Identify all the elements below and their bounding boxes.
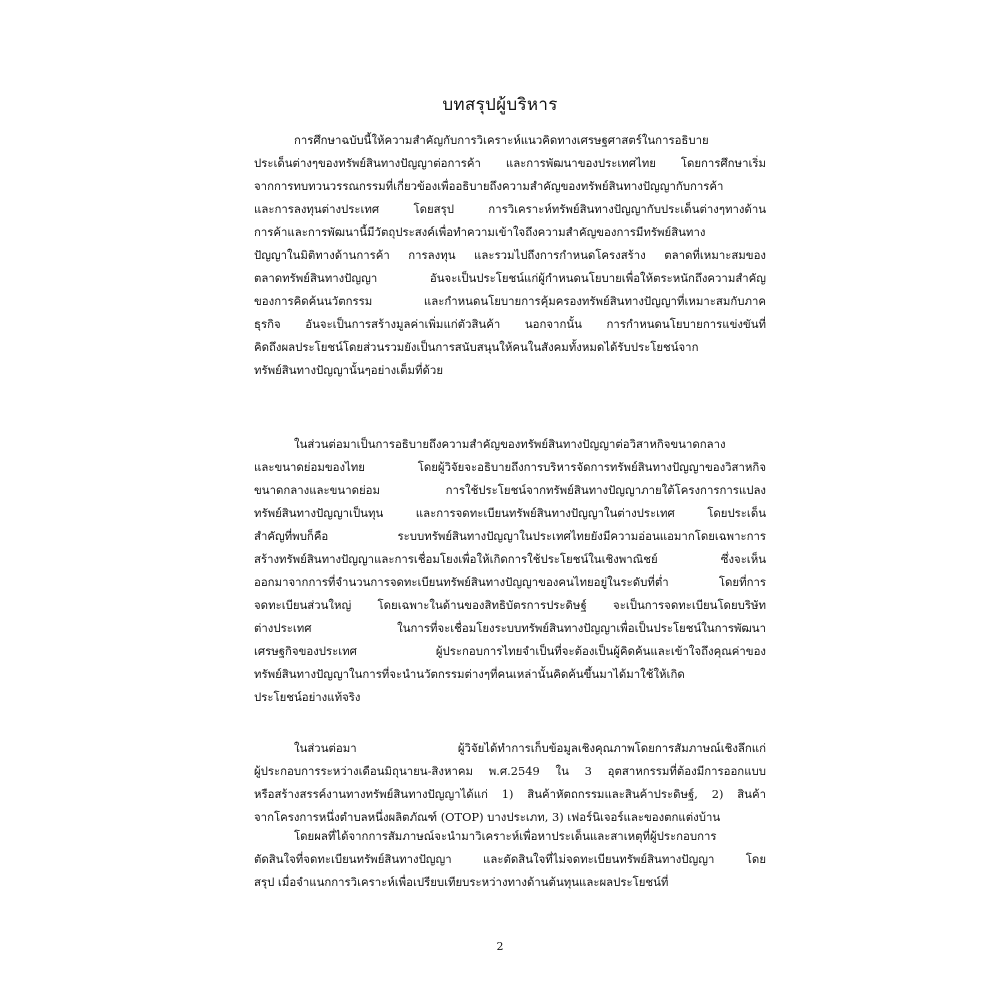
text-line: ผู้ประกอบการระหว่างเดือนมิถุนายน-สิงหาคม พ.ศ.2549 ใน 3 อุตสาหกรรมที่ต้องมีการออกแบบ	[254, 764, 766, 778]
text-line: ในส่วนต่อมาเป็นการอธิบายถึงความสำคัญของทรัพย์สินทางปัญญาต่อวิสาหกิจขนาดกลาง	[294, 437, 726, 451]
text-line: ทรัพย์สินทางปัญญานั้นๆอย่างเต็มที่ด้วย	[254, 363, 443, 377]
paragraph-1	[254, 129, 766, 382]
text-line: ตลาดทรัพย์สินทางปัญญา อันจะเป็นประโยชน์แก่ผู้กำหนดนโยบายเพื่อให้ตระหนักถึงความสำคัญ	[254, 271, 766, 285]
text-line: และการลงทุนต่างประเทศ โดยสรุป การวิเคราะห์ทรัพย์สินทางปัญญากับประเด็นต่างๆทางด้าน	[254, 202, 766, 216]
text-line: การค้าและการพัฒนานี้มีวัตถุประสงค์เพื่อทำความเข้าใจถึงความสำคัญของการมีทรัพย์สินทาง	[254, 225, 706, 239]
text-line: สำคัญที่พบก็คือ ระบบทรัพย์สินทางปัญญาในประเทศไทยยังมีความอ่อนแอมากโดยเฉพาะการ	[254, 529, 766, 543]
text-line: ขนาดกลางและขนาดย่อม การใช้ประโยชน์จากทรัพย์สินทางปัญญาภายใต้โครงการการแปลง	[254, 483, 766, 497]
text-line: จดทะเบียนส่วนใหญ่ โดยเฉพาะในด้านของสิทธิบัตรการประดิษฐ์ จะเป็นการจดทะเบียนโดยบริษัท	[254, 598, 766, 612]
text-line: ออกมาจากการที่จำนวนการจดทะเบียนทรัพย์สินทางปัญญาของคนไทยอยู่ในระดับที่ต่ำ โดยที่การ	[254, 575, 766, 589]
text-line: ตัดสินใจที่จดทะเบียนทรัพย์สินทางปัญญา และตัดสินใจที่ไม่จดทะเบียนทรัพย์สินทางปัญญา โดย	[254, 852, 766, 866]
text-line: จากการทบทวนวรรณกรรมที่เกี่ยวข้องเพื่ออธิบายถึงความสำคัญของทรัพย์สินทางปัญญากับการค้า	[254, 179, 724, 193]
text-line: สรุป เมื่อจำแนกการวิเคราะห์เพื่อเปรียบเทียบระหว่างทางด้านต้นทุนและผลประโยชน์ที่	[254, 875, 669, 889]
paragraph-2	[254, 433, 766, 709]
text-line: โดยผลที่ได้จากการสัมภาษณ์จะนำมาวิเคราะห์เพื่อหาประเด็นและสาเหตุที่ผู้ประกอบการ	[294, 829, 717, 843]
text-line: ต่างประเทศ ในการที่จะเชื่อมโยงระบบทรัพย์สินทางปัญญาเพื่อเป็นประโยชน์ในการพัฒนา	[254, 621, 766, 635]
text-line: ปัญญาในมิติทางด้านการค้า การลงทุน และรวมไปถึงการกำหนดโครงสร้าง ตลาดที่เหมาะสมของ	[254, 248, 766, 262]
text-line: ทรัพย์สินทางปัญญาในการที่จะนำนวัตกรรมต่างๆที่คนเหล่านั้นคิดค้นขึ้นมาได้มาใช้ให้เกิด	[254, 667, 685, 681]
paragraph-4	[254, 825, 766, 894]
text-line: เศรษฐกิจของประเทศ ผู้ประกอบการไทยจำเป็นที่จะต้องเป็นผู้คิดค้นและเข้าใจถึงคุณค่าของ	[254, 644, 766, 658]
text-line: ประโยชน์อย่างแท้จริง	[254, 690, 361, 704]
text-line: หรือสร้างสรรค์งานทางทรัพย์สินทางปัญญาได้แก่ 1) สินค้าหัตถกรรมและสินค้าประดิษฐ์, 2) สินค้า	[254, 787, 766, 801]
text-line: ในส่วนต่อมา ผู้วิจัยได้ทำการเก็บข้อมูลเชิงคุณภาพโดยการสัมภาษณ์เชิงลึกแก่	[294, 741, 766, 755]
page-title: บทสรุปผู้บริหาร	[442, 95, 558, 115]
text-line: ประเด็นต่างๆของทรัพย์สินทางปัญญาต่อการค้า และการพัฒนาของประเทศไทย โดยการศึกษาเริ่ม	[254, 156, 766, 170]
text-line: ธุรกิจ อันจะเป็นการสร้างมูลค่าเพิ่มแก่ตัวสินค้า นอกจากนั้น การกำหนดนโยบายการแข่งขันที่	[254, 317, 766, 331]
paragraph-3	[254, 737, 766, 829]
text-line: คิดถึงผลประโยชน์โดยส่วนรวมยังเป็นการสนับสนุนให้คนในสังคมทั้งหมดได้รับประโยชน์จาก	[254, 340, 699, 354]
text-line: สร้างทรัพย์สินทางปัญญาและการเชื่อมโยงเพื่อให้เกิดการใช้ประโยชน์ในเชิงพาณิชย์ ซึ่งจะเห็น	[254, 552, 766, 566]
text-line: จากโครงการหนึ่งตำบลหนึ่งผลิตภัณฑ์ (OTOP) บางประเภท, 3) เฟอร์นิเจอร์และของตกแต่งบ้าน	[254, 810, 721, 824]
text-line: ของการคิดค้นนวัตกรรม และกำหนดนโยบายการคุ้มครองทรัพย์สินทางปัญญาที่เหมาะสมกับภาค	[254, 294, 766, 308]
text-line: และขนาดย่อมของไทย โดยผู้วิจัยจะอธิบายถึงการบริหารจัดการทรัพย์สินทางปัญญาของวิสาหกิจ	[254, 460, 766, 474]
page-number: 2	[496, 940, 504, 953]
text-line: ทรัพย์สินทางปัญญาเป็นทุน และการจดทะเบียนทรัพย์สินทางปัญญาในต่างประเทศ โดยประเด็น	[254, 506, 766, 520]
text-line: การศึกษาฉบับนี้ให้ความสำคัญกับการวิเคราะห์แนวคิดทางเศรษฐศาสตร์ในการอธิบาย	[294, 133, 709, 147]
